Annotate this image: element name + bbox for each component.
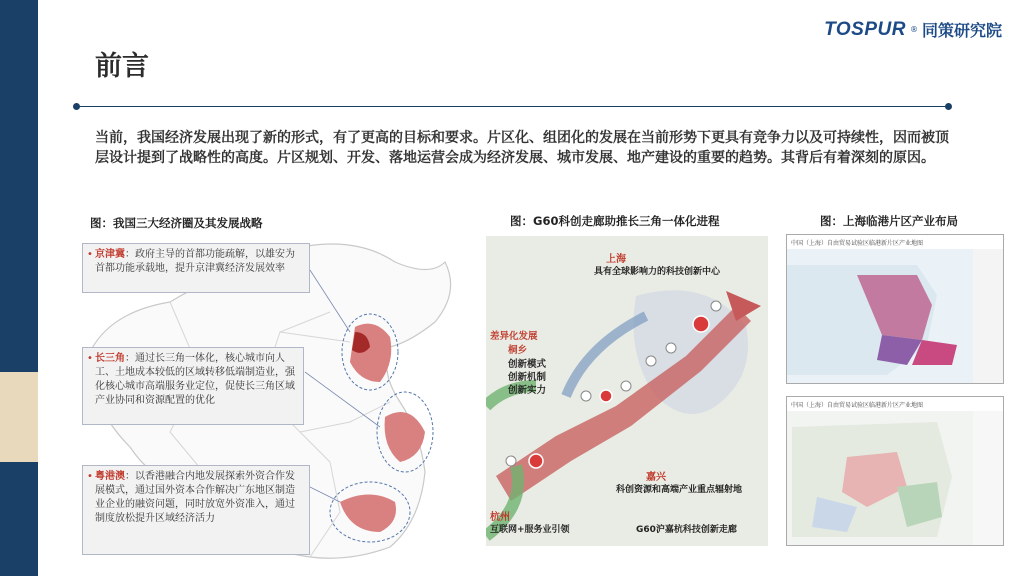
g60-label-tongxiang: 桐乡 — [508, 345, 528, 356]
g60-label-shanghai: 上海 — [606, 254, 626, 265]
divider-dot-right — [945, 103, 952, 110]
intro-paragraph: 当前，我国经济发展出现了新的形式，有了更高的目标和要求。片区化、组团化的发展在当前形势下更具有竞争力以及可持续性，因而被顶层设计提到了战略性的高度。片区规划、开发、落地运营会成为经济发展、城市发展、地产建设的重要的趋势。其背后有着深刻的原因。 — [95, 130, 949, 166]
logo-brand-cn: 同策研究院 — [921, 21, 1002, 40]
lingang-map-graphic-top — [787, 235, 1004, 384]
title-divider — [76, 106, 948, 107]
note-text-changsanjiao: ：通过长三角一体化，核心城市向人工、土地成本较低的区域转移低端制造业，强化核心城市高端服务业定位，促使长三角区域产业协同和资源配置的优化 — [95, 353, 295, 406]
page-title: 前言 — [95, 51, 149, 82]
note-key-yuegangao: 粤港澳 — [95, 471, 125, 482]
g60-label-hangzhou: 杭州 — [490, 512, 510, 523]
note-text-jingjinji: ：政府主导的首都功能疏解，以雄安为首都功能承载地，提升京津冀经济发展效率 — [95, 249, 295, 274]
lingang-map-graphic-bottom — [787, 397, 1004, 546]
registered-mark-icon: ® — [909, 25, 918, 34]
g60-label-jiaxing: 嘉兴 — [646, 472, 666, 483]
sidebar-beige-block — [0, 372, 38, 462]
g60-label-mode-2: 创新机制 — [508, 372, 547, 383]
logo-brand-en: TOSPUR — [824, 18, 906, 40]
left-sidebar-decoration — [0, 0, 38, 576]
g60-label-corridor: G60沪嘉杭科技创新走廊 — [636, 525, 737, 535]
divider-dot-left — [73, 103, 80, 110]
note-jingjinji — [82, 243, 310, 293]
bullet-icon: • — [87, 249, 93, 260]
note-key-changsanjiao: 长三角 — [95, 353, 125, 364]
figure2-caption: 图：G60科创走廊助推长三角一体化进程 — [510, 214, 720, 228]
g60-label-hangzhou-desc: 互联网+服务业引领 — [490, 525, 570, 535]
figure3-caption: 图：上海临港片区产业布局 — [820, 214, 958, 228]
g60-label-shanghai-desc: 具有全球影响力的科技创新中心 — [594, 267, 721, 277]
note-text-yuegangao: ：以香港融合内地发展探索外资合作发展模式，通过国外资本合作解决广东地区制造业企业的融资问题，同时放宽外资准入，通过制度放松提升区域经济活力 — [95, 471, 295, 524]
g60-label-diff-title: 差异化发展 — [490, 331, 538, 342]
sidebar-navy-block-bottom — [0, 462, 38, 576]
lingang-industry-map-bottom — [786, 396, 1004, 546]
lingang-map-title-bottom: 中国（上海）自由贸易试验区临港新片区产业地图 — [791, 402, 924, 409]
g60-corridor-diagram — [486, 236, 768, 546]
sidebar-navy-block — [0, 0, 38, 372]
g60-label-jiaxing-desc: 科创资源和高端产业重点辐射地 — [616, 485, 743, 495]
g60-label-mode-3: 创新实力 — [508, 385, 547, 396]
figure1-caption: 图：我国三大经济圈及其发展战略 — [90, 216, 263, 230]
lingang-industry-map-top — [786, 234, 1004, 384]
note-changsanjiao — [82, 347, 304, 425]
g60-label-mode-1: 创新模式 — [508, 359, 547, 370]
tospur-logo — [824, 18, 1002, 41]
note-key-jingjinji: 京津冀 — [95, 249, 125, 260]
bullet-icon: • — [87, 353, 93, 364]
lingang-map-title-top: 中国（上海）自由贸易试验区临港新片区产业地图 — [791, 240, 924, 247]
note-yuegangao — [82, 465, 310, 555]
bullet-icon: • — [87, 471, 93, 482]
